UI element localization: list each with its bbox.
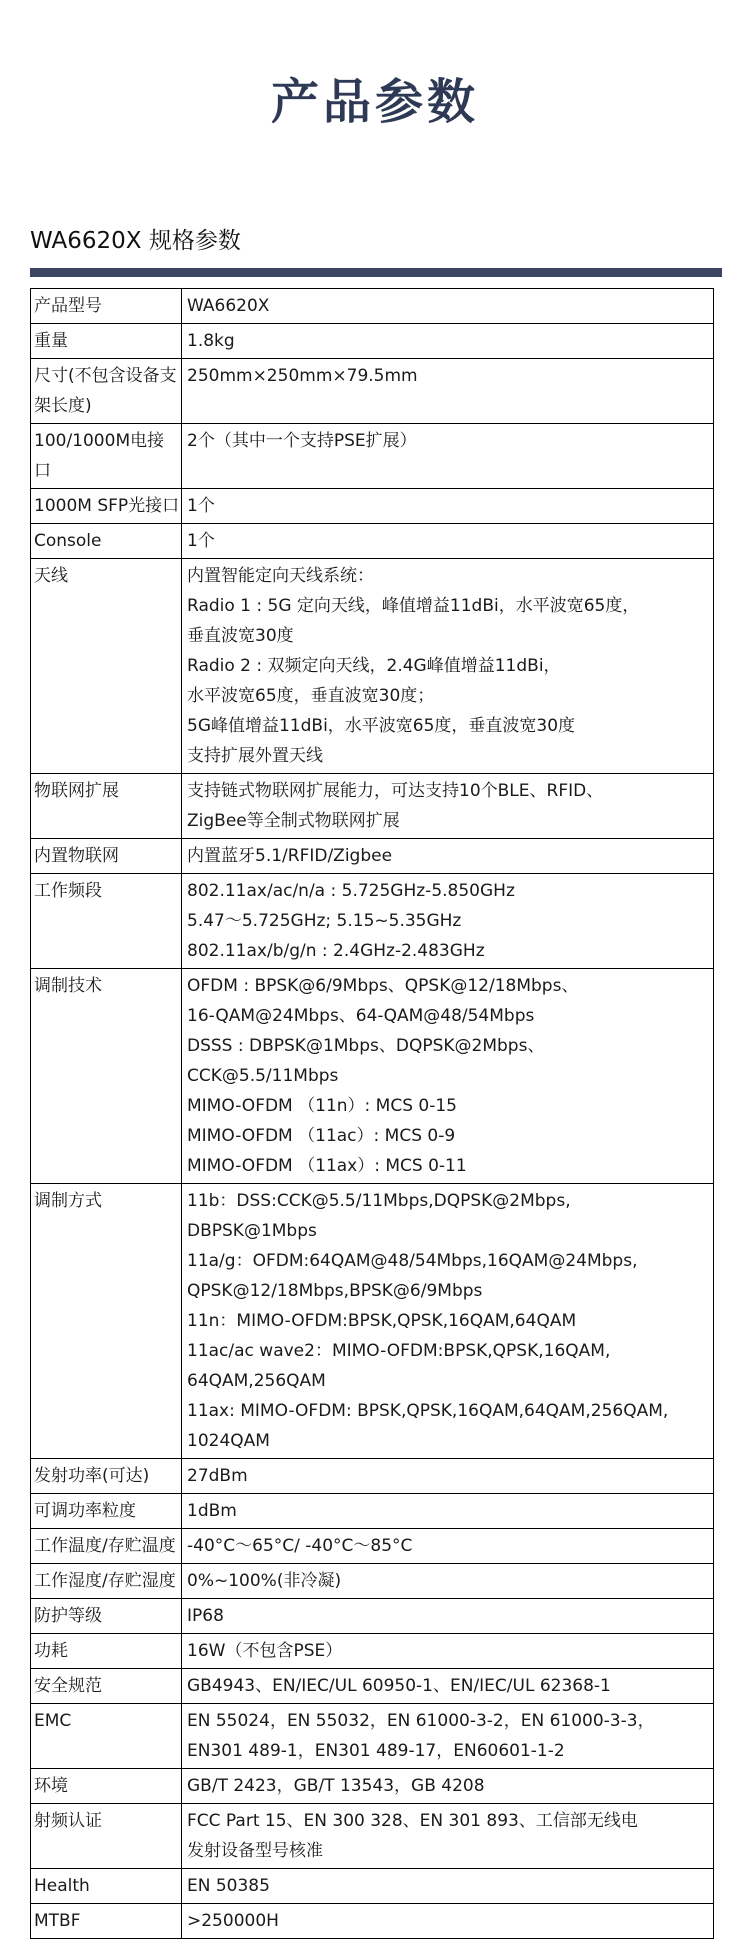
spec-row bbox=[31, 424, 714, 489]
spec-value-line: 11ac/ac wave2：MIMO-OFDM:BPSK,QPSK,16QAM, bbox=[187, 1341, 611, 1361]
spec-value-line: 802.11ax/b/g/n : 2.4GHz-2.483GHz bbox=[187, 941, 485, 961]
spec-value bbox=[182, 289, 714, 324]
spec-key: 工作温度/存贮温度 bbox=[31, 1529, 182, 1564]
spec-row bbox=[31, 1669, 714, 1704]
spec-value-line: FCC Part 15、EN 300 328、EN 301 893、工信部无线电 bbox=[187, 1811, 638, 1831]
spec-value-line: DBPSK@1Mbps bbox=[187, 1221, 317, 1241]
spec-value bbox=[182, 1184, 714, 1459]
spec-value bbox=[182, 1634, 714, 1669]
spec-value-line: -40°C～65°C/ -40°C～85°C bbox=[187, 1536, 413, 1556]
spec-key: 可调功率粒度 bbox=[31, 1494, 182, 1529]
spec-value-line: ZigBee等全制式物联网扩展 bbox=[187, 811, 400, 831]
spec-row bbox=[31, 1494, 714, 1529]
spec-value-line: 0%~100%(非冷凝) bbox=[187, 1571, 342, 1591]
spec-value-line: 11b：DSS:CCK@5.5/11Mbps,DQPSK@2Mbps, bbox=[187, 1191, 571, 1211]
spec-row bbox=[31, 559, 714, 774]
spec-key: 天线 bbox=[31, 559, 182, 774]
spec-value-line: EN 50385 bbox=[187, 1876, 270, 1896]
spec-value-line: CCK@5.5/11Mbps bbox=[187, 1066, 339, 1086]
spec-key: 工作频段 bbox=[31, 874, 182, 969]
spec-value-line: QPSK@12/18Mbps,BPSK@6/9Mbps bbox=[187, 1281, 483, 1301]
spec-row bbox=[31, 1529, 714, 1564]
spec-value-line: 1dBm bbox=[187, 1501, 237, 1521]
spec-value bbox=[182, 874, 714, 969]
spec-value-line: IP68 bbox=[187, 1606, 224, 1626]
spec-value-line: >250000H bbox=[187, 1911, 279, 1931]
spec-key: Health bbox=[31, 1869, 182, 1904]
spec-value bbox=[182, 1769, 714, 1804]
spec-value-line: EN 55024，EN 55032，EN 61000-3-2，EN 61000-3-3， bbox=[187, 1711, 655, 1731]
spec-value-line: 5.47～5.725GHz; 5.15~5.35GHz bbox=[187, 911, 462, 931]
spec-value-line: GB/T 2423，GB/T 13543，GB 4208 bbox=[187, 1776, 485, 1796]
spec-value-line: 16-QAM@24Mbps、64-QAM@48/54Mbps bbox=[187, 1006, 535, 1026]
spec-value-line: MIMO-OFDM （11n）: MCS 0-15 bbox=[187, 1096, 457, 1116]
spec-key: 调制方式 bbox=[31, 1184, 182, 1459]
spec-row bbox=[31, 1459, 714, 1494]
spec-key: 发射功率(可达) bbox=[31, 1459, 182, 1494]
spec-value-line: 发射设备型号核准 bbox=[187, 1841, 323, 1861]
spec-key: 调制技术 bbox=[31, 969, 182, 1184]
spec-value bbox=[182, 1599, 714, 1634]
spec-key: 环境 bbox=[31, 1769, 182, 1804]
spec-value-line: MIMO-OFDM （11ac）: MCS 0-9 bbox=[187, 1126, 456, 1146]
spec-value-line: 2个（其中一个支持PSE扩展） bbox=[187, 431, 417, 451]
spec-row bbox=[31, 1904, 714, 1939]
page-title: 产品参数 bbox=[270, 74, 479, 130]
spec-value-line: 支持链式物联网扩展能力，可达支持10个BLE、RFID、 bbox=[187, 781, 604, 801]
spec-value-line: 1个 bbox=[187, 531, 215, 551]
spec-table bbox=[30, 288, 714, 1939]
spec-key: 内置物联网 bbox=[31, 839, 182, 874]
spec-value bbox=[182, 1669, 714, 1704]
spec-row bbox=[31, 289, 714, 324]
spec-value-line: DSSS : DBPSK@1Mbps、DQPSK@2Mbps、 bbox=[187, 1036, 545, 1056]
spec-value bbox=[182, 1529, 714, 1564]
spec-row bbox=[31, 774, 714, 839]
title-divider-bar bbox=[30, 268, 722, 277]
spec-value bbox=[182, 1704, 714, 1769]
spec-row bbox=[31, 1599, 714, 1634]
spec-row bbox=[31, 1769, 714, 1804]
spec-value bbox=[182, 1904, 714, 1939]
spec-value-line: 内置蓝牙5.1/RFID/Zigbee bbox=[187, 846, 393, 866]
spec-value-line: 支持扩展外置天线 bbox=[187, 746, 323, 766]
spec-value-line: 11n：MIMO-OFDM:BPSK,QPSK,16QAM,64QAM bbox=[187, 1311, 577, 1331]
spec-value-line: 11ax: MIMO-OFDM: BPSK,QPSK,16QAM,64QAM,256QAM, bbox=[187, 1401, 669, 1421]
spec-value bbox=[182, 359, 714, 424]
spec-key: EMC bbox=[31, 1704, 182, 1769]
spec-value bbox=[182, 524, 714, 559]
spec-value-line: 1024QAM bbox=[187, 1431, 270, 1451]
spec-row bbox=[31, 1634, 714, 1669]
spec-key: Console bbox=[31, 524, 182, 559]
section-title: WA6620X 规格参数 bbox=[30, 228, 241, 254]
spec-value bbox=[182, 559, 714, 774]
spec-key: 功耗 bbox=[31, 1634, 182, 1669]
spec-key: 安全规范 bbox=[31, 1669, 182, 1704]
spec-value bbox=[182, 489, 714, 524]
spec-value bbox=[182, 774, 714, 839]
spec-value-line: 内置智能定向天线系统： bbox=[187, 566, 374, 586]
spec-key: MTBF bbox=[31, 1904, 182, 1939]
spec-value bbox=[182, 969, 714, 1184]
spec-value-line: EN301 489-1，EN301 489-17，EN60601-1-2 bbox=[187, 1741, 565, 1761]
spec-value bbox=[182, 324, 714, 359]
spec-key: 产品型号 bbox=[31, 289, 182, 324]
spec-key: 物联网扩展 bbox=[31, 774, 182, 839]
spec-value bbox=[182, 1564, 714, 1599]
spec-value-line: WA6620X bbox=[187, 296, 270, 316]
spec-value-line: MIMO-OFDM （11ax）: MCS 0-11 bbox=[187, 1156, 467, 1176]
spec-key: 重量 bbox=[31, 324, 182, 359]
spec-value-line: Radio 2 : 双频定向天线，2.4G峰值增益11dBi， bbox=[187, 656, 561, 676]
spec-value-line: OFDM : BPSK@6/9Mbps、QPSK@12/18Mbps、 bbox=[187, 976, 579, 996]
spec-key: 工作湿度/存贮湿度 bbox=[31, 1564, 182, 1599]
spec-row bbox=[31, 1184, 714, 1459]
spec-row bbox=[31, 839, 714, 874]
spec-key: 射频认证 bbox=[31, 1804, 182, 1869]
spec-value bbox=[182, 1869, 714, 1904]
spec-key: 1000M SFP光接口 bbox=[31, 489, 182, 524]
spec-row bbox=[31, 524, 714, 559]
spec-value-line: 垂直波宽30度 bbox=[187, 626, 294, 646]
spec-value-line: 1个 bbox=[187, 496, 215, 516]
spec-row bbox=[31, 1564, 714, 1599]
spec-value-line: 64QAM,256QAM bbox=[187, 1371, 326, 1391]
spec-value-line: 16W（不包含PSE） bbox=[187, 1641, 343, 1661]
spec-row bbox=[31, 324, 714, 359]
spec-value-line: 802.11ax/ac/n/a : 5.725GHz-5.850GHz bbox=[187, 881, 515, 901]
spec-row bbox=[31, 1804, 714, 1869]
spec-value-line: 27dBm bbox=[187, 1466, 248, 1486]
spec-row bbox=[31, 874, 714, 969]
spec-value bbox=[182, 1459, 714, 1494]
spec-value bbox=[182, 1494, 714, 1529]
spec-row bbox=[31, 1869, 714, 1904]
spec-value-line: 1.8kg bbox=[187, 331, 235, 351]
spec-value bbox=[182, 1804, 714, 1869]
spec-row bbox=[31, 359, 714, 424]
spec-value-line: GB4943、EN/IEC/UL 60950-1、EN/IEC/UL 62368-1 bbox=[187, 1676, 611, 1696]
spec-row bbox=[31, 969, 714, 1184]
spec-value-line: 11a/g：OFDM:64QAM@48/54Mbps,16QAM@24Mbps, bbox=[187, 1251, 638, 1271]
spec-table-body bbox=[31, 289, 714, 1939]
spec-value bbox=[182, 839, 714, 874]
spec-value-line: 水平波宽65度，垂直波宽30度； bbox=[187, 686, 435, 706]
spec-row bbox=[31, 489, 714, 524]
spec-value-line: Radio 1 : 5G 定向天线，峰值增益11dBi，水平波宽65度， bbox=[187, 596, 640, 616]
spec-row bbox=[31, 1704, 714, 1769]
spec-value-line: 250mm×250mm×79.5mm bbox=[187, 366, 418, 386]
spec-value-line: 5G峰值增益11dBi，水平波宽65度，垂直波宽30度 bbox=[187, 716, 576, 736]
spec-value bbox=[182, 424, 714, 489]
spec-key: 100/1000M电接口 bbox=[31, 424, 182, 489]
spec-key: 尺寸(不包含设备支架长度) bbox=[31, 359, 182, 424]
spec-key: 防护等级 bbox=[31, 1599, 182, 1634]
